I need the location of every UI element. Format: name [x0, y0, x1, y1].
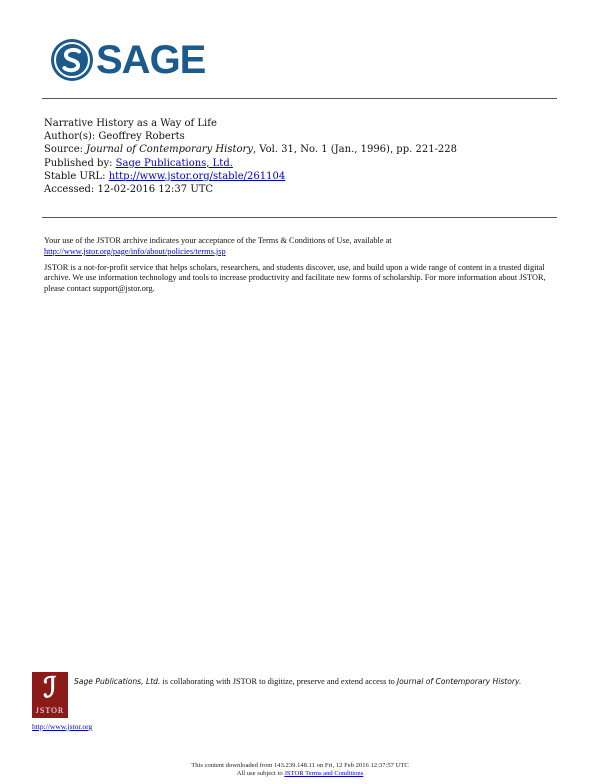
- sage-wordmark: SAGE: [96, 38, 206, 82]
- terms-text: Your use of the JSTOR archive indicates your acceptance of the Terms & Conditions of Use, available at: [44, 236, 392, 245]
- collab-journal: Journal of Contemporary History.: [396, 677, 522, 686]
- stable-url-label: Stable URL:: [44, 170, 106, 182]
- publisher-link[interactable]: Sage Publications, Ltd.: [115, 157, 233, 169]
- top-divider: [42, 98, 557, 99]
- terms-url-link[interactable]: http://www.jstor.org/page/info/about/policies/terms.jsp: [44, 246, 226, 256]
- source-row: [44, 143, 556, 156]
- middle-divider: [42, 217, 557, 218]
- author-label: Author(s):: [44, 131, 96, 143]
- terms-line: [0, 770, 600, 778]
- jstor-terms-link[interactable]: JSTOR Terms and Conditions: [284, 770, 364, 777]
- jstor-home-link[interactable]: http://www.jstor.org: [32, 722, 93, 731]
- accessed-row: [44, 183, 556, 196]
- sage-s-mark-icon: [50, 38, 94, 82]
- jstor-logo[interactable]: [32, 672, 68, 718]
- publisher-label: Published by:: [44, 157, 113, 169]
- jstor-logo-word: JSTOR: [35, 706, 65, 715]
- author-row: [44, 130, 556, 143]
- stable-url-row: [44, 170, 556, 183]
- article-title: Narrative History as a Way of Life: [44, 118, 217, 129]
- subject-text: All use subject to: [236, 770, 285, 777]
- download-info: [0, 762, 600, 778]
- publisher-row: [44, 157, 556, 170]
- terms-paragraph: [44, 236, 559, 258]
- sage-logo: [50, 38, 210, 82]
- stable-url-link[interactable]: http://www.jstor.org/stable/261104: [108, 170, 286, 182]
- jstor-emblem-icon: ℐ: [43, 673, 57, 704]
- accessed-label: Accessed:: [44, 184, 95, 196]
- jstor-paragraph: JSTOR is a not-for-profit service that helps scholars, researchers, and students discover, use, and build upon a wide range of content in a trusted digital archive. We use information technology and tools to increase productivity and facilitate new forms of scholarship. For more information about JSTOR, please contact support@jstor.org.: [44, 262, 546, 294]
- collab-middle: is collaborating with JSTOR to digitize, preserve and extend access to: [160, 677, 397, 686]
- collab-publisher: Sage Publications, Ltd.: [74, 677, 161, 686]
- collaboration-text: [74, 676, 564, 687]
- source-details: , Vol. 31, No. 1 (Jan., 1996), pp. 221-228: [252, 144, 458, 156]
- download-line: This content downloaded from 143.239.148.11 on Fri, 12 Feb 2016 12:37:57 UTC: [191, 762, 409, 769]
- author-name: Geoffrey Roberts: [98, 131, 185, 143]
- jstor-notice: [44, 236, 559, 300]
- article-metadata: [44, 117, 556, 196]
- source-label: Source:: [44, 144, 83, 156]
- source-journal: Journal of Contemporary History: [86, 144, 253, 156]
- accessed-date: 12-02-2016 12:37 UTC: [97, 184, 214, 196]
